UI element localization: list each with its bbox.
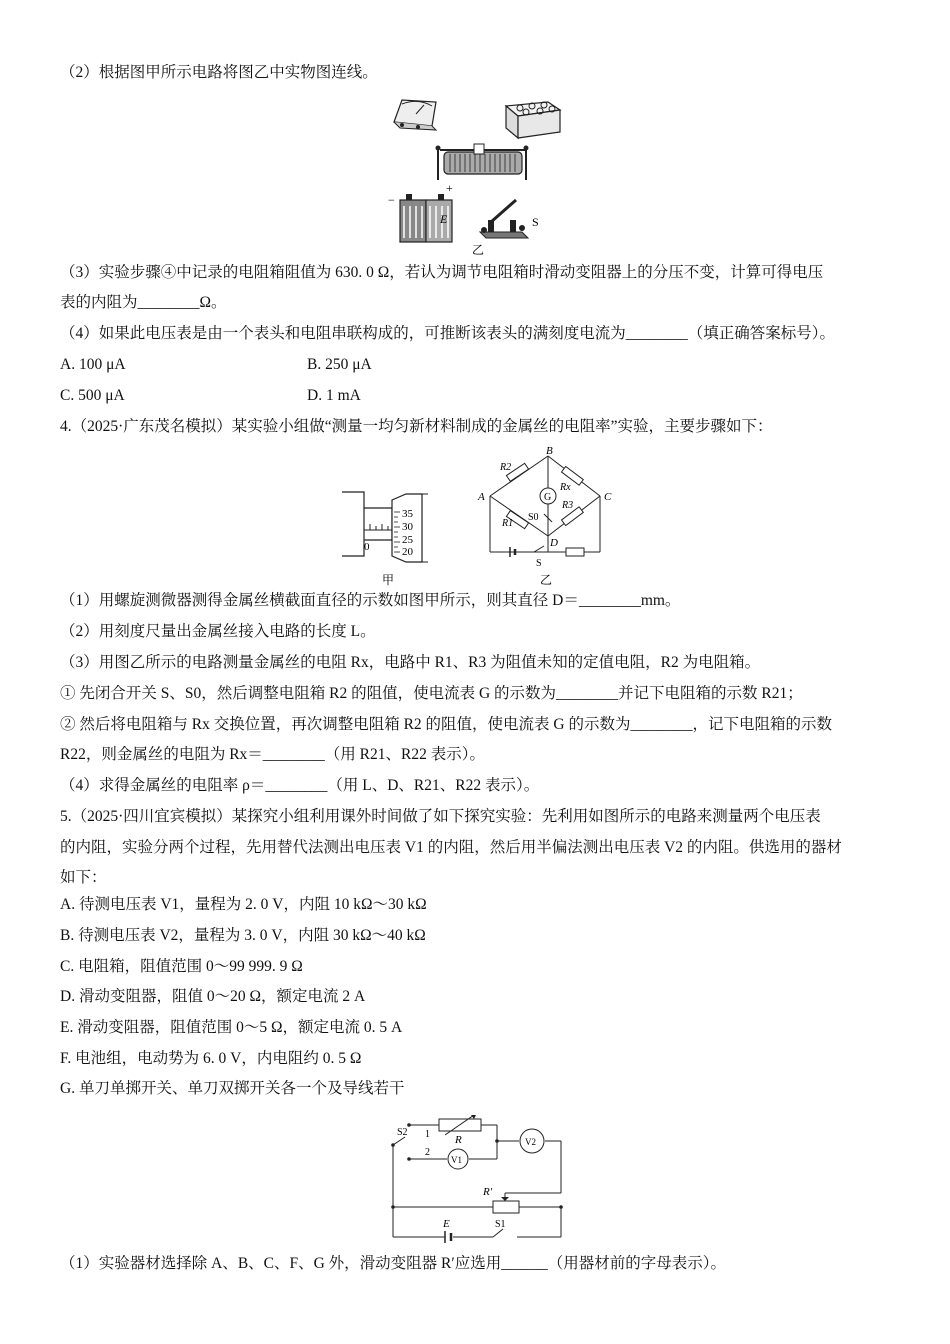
q3-sub3-line2: 表的内阻为________Ω。: [60, 294, 227, 311]
svg-text:R1: R1: [502, 518, 514, 529]
svg-text:S: S: [532, 215, 539, 229]
svg-text:25: 25: [402, 534, 413, 546]
q5-item-b: B. 待测电压表 V2，量程为 3. 0 V，内阻 30 kΩ～40 kΩ: [60, 927, 426, 944]
option-a: A. 100 μA: [60, 356, 126, 373]
svg-text:30: 30: [402, 521, 413, 533]
q4-part3: （3）用图乙所示的电路测量金属丝的电阻 Rx，电路中 R1、R3 为阻值未知的定值电阻，R2 为电阻箱。: [60, 654, 761, 671]
svg-text:−: −: [388, 193, 395, 207]
svg-text:0: 0: [364, 541, 370, 553]
svg-text:S0: S0: [528, 512, 539, 523]
knife-switch-icon: [480, 200, 539, 238]
q5-stem-line3: 如下：: [60, 869, 107, 886]
svg-text:乙: 乙: [472, 243, 485, 257]
svg-text:20: 20: [402, 546, 413, 558]
q4-part2: （2）用刻度尺量出金属丝接入电路的长度 L。: [60, 623, 376, 640]
q4-stem: 4.（2025·广东茂名模拟）某实验小组做“测量一均匀新材料制成的金属丝的电阻率”实验，主要步骤如下：: [60, 418, 773, 435]
physical-apparatus-figure-yi: [380, 92, 570, 257]
svg-text:R: R: [455, 1134, 462, 1146]
q5-stem-line1: 5.（2025·四川宜宾模拟）某探究小组利用课外时间做了如下探究实验：先利用如图所示的电路来测量两个电压表: [60, 808, 821, 825]
q4-part3-step1: ① 先闭合开关 S、S0，然后调整电阻箱 R2 的阻值，使电流表 G 的示数为________并记下电阻箱的示数 R21；: [60, 685, 803, 702]
svg-text:D: D: [550, 537, 558, 549]
option-b: B. 250 μA: [307, 356, 372, 373]
svg-text:S: S: [536, 558, 542, 569]
q4-part3-step2-line2: R22，则金属丝的电阻为 Rx＝________（用 R21、R22 表示）。: [60, 746, 485, 763]
svg-text:+: +: [446, 181, 453, 195]
bridge-circuit-figure-yi: [470, 444, 620, 589]
q5-stem-line2: 的内阻，实验分两个过程，先用替代法测出电压表 V1 的内阻，然后用半偏法测出电压表 V2 的内阻。供选用的器材: [60, 839, 842, 856]
resistance-box-icon: [506, 102, 560, 138]
svg-text:R3: R3: [562, 500, 574, 511]
svg-text:A: A: [478, 491, 485, 503]
option-d: D. 1 mA: [307, 387, 361, 404]
svg-text:R′: R′: [483, 1186, 493, 1198]
q5-item-d: D. 滑动变阻器，阻值 0～20 Ω，额定电流 2 A: [60, 988, 366, 1005]
svg-text:V1: V1: [451, 1155, 462, 1165]
q4-part1: （1）用螺旋测微器测得金属丝横截面直径的示数如图甲所示，则其直径 D＝________mm。: [60, 592, 681, 609]
svg-text:2: 2: [425, 1147, 430, 1158]
svg-text:S2: S2: [397, 1127, 408, 1138]
q5-item-a: A. 待测电压表 V1，量程为 2. 0 V，内阻 10 kΩ～30 kΩ: [60, 896, 427, 913]
q4-part4: （4）求得金属丝的电阻率 ρ＝________（用 L、D、R21、R22 表示）。: [60, 777, 540, 794]
svg-text:S1: S1: [495, 1219, 506, 1230]
svg-text:B: B: [546, 445, 553, 457]
svg-text:Rx: Rx: [560, 482, 571, 493]
svg-text:R2: R2: [500, 462, 512, 473]
q5-item-e: E. 滑动变阻器，阻值范围 0～5 Ω，额定电流 0. 5 A: [60, 1019, 403, 1036]
voltmeter-circuit-figure: [385, 1115, 575, 1245]
q5-part1: （1）实验器材选择除 A、B、C、F、G 外，滑动变阻器 R′应选用______（用器材前的字母表示）。: [60, 1255, 727, 1272]
svg-text:E: E: [443, 1218, 450, 1230]
q5-item-f: F. 电池组，电动势为 6. 0 V，内电阻约 0. 5 Ω: [60, 1050, 362, 1067]
q3-sub3-line1: （3）实验步骤④中记录的电阻箱阻值为 630. 0 Ω，若认为调节电阻箱时滑动变阻器上的分压不变，计算可得电压: [60, 264, 824, 281]
q3-sub4: （4）如果此电压表是由一个表头和电阻串联构成的，可推断该表头的满刻度电流为________（填正确答案标号）。: [60, 325, 836, 342]
svg-text:C: C: [604, 491, 612, 503]
option-c: C. 500 μA: [60, 387, 125, 404]
svg-text:E: E: [440, 212, 448, 226]
svg-text:G: G: [544, 492, 552, 503]
svg-text:甲: 甲: [382, 573, 395, 587]
svg-text:乙: 乙: [540, 573, 553, 587]
micrometer-figure-jia: [336, 444, 446, 589]
q4-part3-step2-line1: ② 然后将电阻箱与 Rx 交换位置，再次调整电阻箱 R2 的阻值，使电流表 G 的示数为________，记下电阻箱的示数: [60, 716, 832, 733]
rheostat-icon: [436, 144, 529, 180]
svg-text:1: 1: [425, 1129, 430, 1140]
battery-icon: [388, 181, 453, 242]
voltmeter-icon: [394, 100, 436, 130]
q5-item-c: C. 电阻箱，阻值范围 0～99 999. 9 Ω: [60, 958, 303, 975]
q5-item-g: G. 单刀单掷开关、单刀双掷开关各一个及导线若干: [60, 1080, 405, 1097]
svg-text:V2: V2: [525, 1137, 536, 1147]
q3-sub2: （2）根据图甲所示电路将图乙中实物图连线。: [60, 64, 378, 81]
svg-text:35: 35: [402, 508, 413, 520]
